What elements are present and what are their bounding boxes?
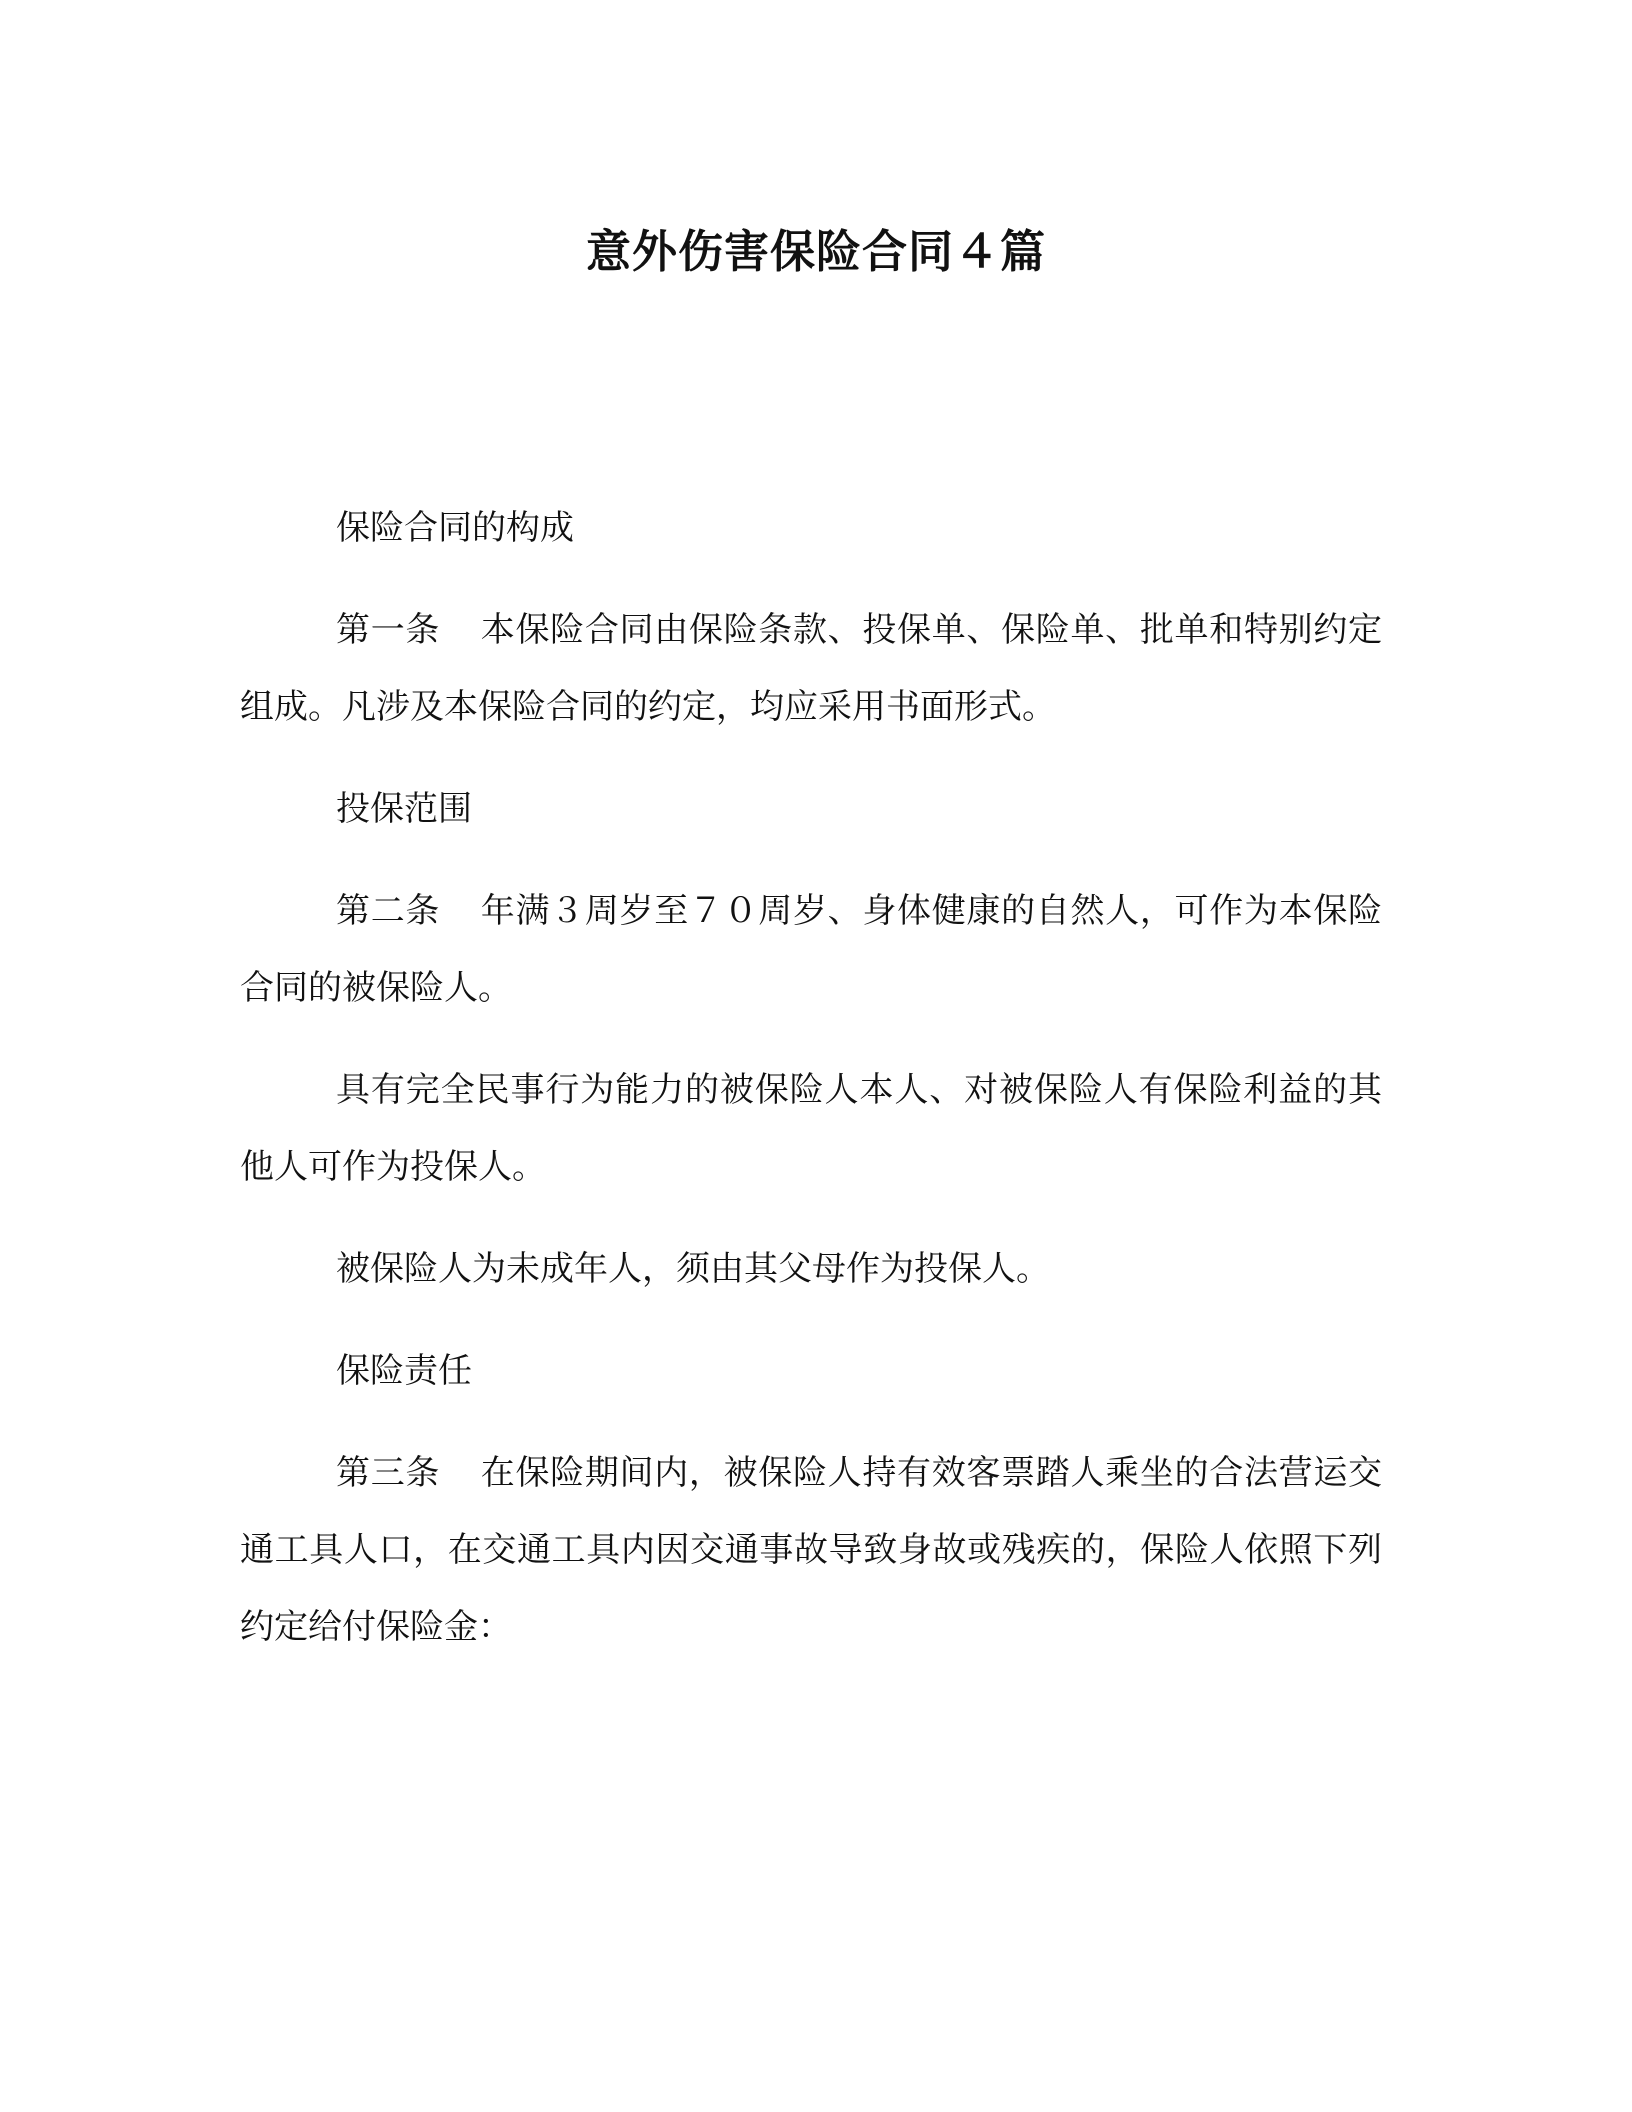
body-paragraph [240,1231,1382,1308]
article-text: 年满３周岁至７０周岁、身体健康的自然人，可作为本保险合同的被保险人。 [240,891,1383,1008]
paragraph-text: 具有完全民事行为能力的被保险人本人、对被保险人有保险利益的其他人可作为投保人。 [240,1070,1382,1187]
article-text: 在保险期间内，被保险人持有效客票踏人乘坐的合法营运交通工具人口，在交通工具内因交通事故导致身故或残疾的，保险人依照下列约定给付保险金： [240,1453,1383,1647]
article-label: 第三条 [336,1453,441,1493]
section-heading [240,1333,1382,1410]
section-heading-text: 投保范围 [336,789,472,829]
section-heading-text: 保险责任 [336,1351,472,1391]
document-title: 意外伤害保险合同４篇 [585,225,1046,278]
article-label: 第一条 [336,610,441,650]
section-heading-text: 保险合同的构成 [336,508,574,548]
section-heading [240,771,1382,848]
section-heading [240,490,1382,567]
article-label: 第二条 [336,891,441,931]
body-paragraph [240,1052,1382,1206]
document-body [240,490,1382,1691]
article-paragraph [240,873,1382,1027]
article-paragraph [240,1435,1382,1666]
article-paragraph [240,592,1382,746]
article-text: 本保险合同由保险条款、投保单、保险单、批单和特别约定组成。凡涉及本保险合同的约定，均应采用书面形式。 [240,610,1383,727]
paragraph-text: 被保险人为未成年人，须由其父母作为投保人。 [336,1249,1050,1289]
